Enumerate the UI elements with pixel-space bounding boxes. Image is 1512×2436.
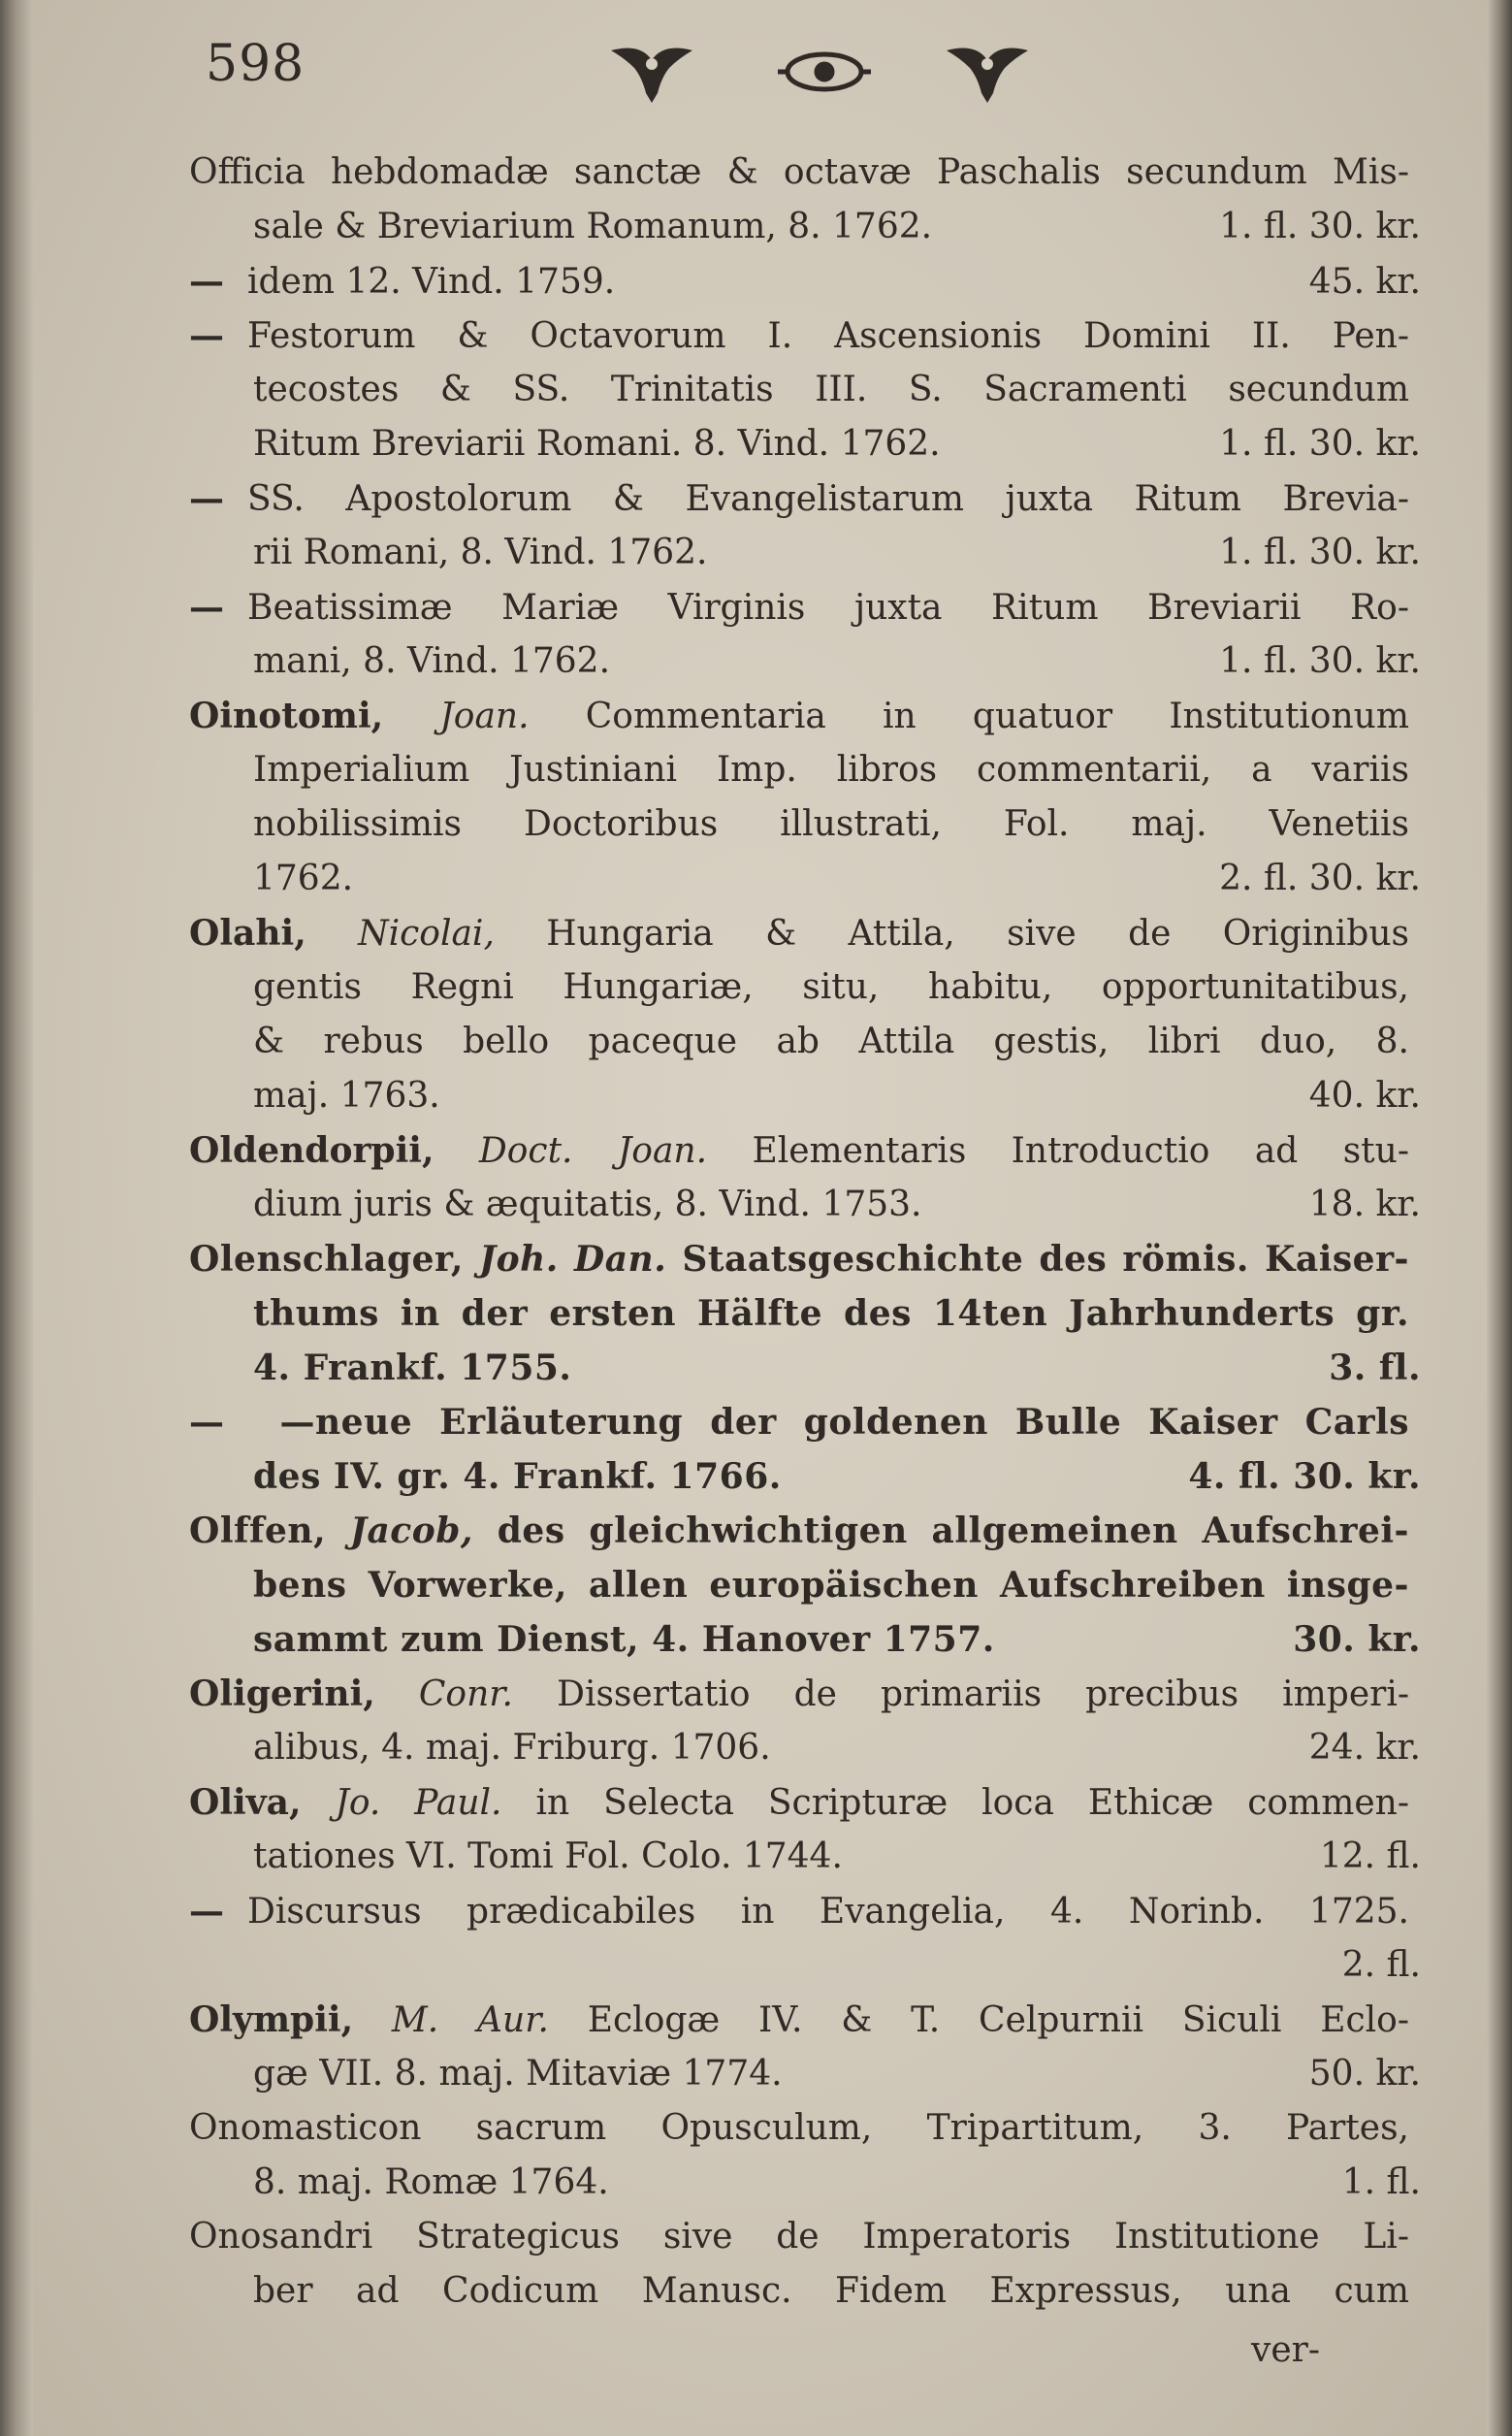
entry-text bbox=[189, 471, 1409, 527]
author-name: Olffen, bbox=[189, 1510, 327, 1551]
catalogue-entry bbox=[189, 1775, 1421, 1884]
entry-line bbox=[189, 2210, 1421, 2264]
author-given-name: Doct. Joan. bbox=[478, 1131, 708, 1171]
header-ornaments bbox=[601, 39, 1047, 107]
entry-price: 24. kr. bbox=[1308, 1728, 1421, 1768]
entry-title-text: Onosandri Strategicus sive de Imperatoris Institutione Li- bbox=[189, 2217, 1409, 2257]
entry-title-text: idem 12. Vind. 1759. bbox=[247, 262, 616, 302]
entry-line bbox=[189, 1993, 1421, 2047]
entry-line bbox=[189, 689, 1421, 743]
entry-line bbox=[189, 852, 1421, 906]
entry-price: 30. kr. bbox=[1293, 1619, 1421, 1660]
entry-title-text: sammt zum Dienst, 4. Hanover 1757. bbox=[253, 1619, 995, 1660]
fleuron-icon bbox=[611, 49, 692, 103]
catalogue-entry bbox=[189, 580, 1421, 689]
entry-line bbox=[189, 1667, 1421, 1721]
entry-line bbox=[189, 309, 1421, 363]
catalogue-entry bbox=[189, 1993, 1421, 2101]
entry-line bbox=[189, 2101, 1421, 2156]
entry-text bbox=[189, 1123, 1409, 1179]
entry-line bbox=[189, 1504, 1421, 1558]
entry-text bbox=[189, 1884, 1409, 1939]
entry-title-text: rii Romani, 8. Vind. 1762. bbox=[253, 533, 708, 572]
catalogue-entry bbox=[189, 146, 1421, 254]
entry-title-text: neue Erläuterung der goldenen Bulle Kaiser Carls bbox=[315, 1402, 1409, 1443]
entry-title-text: Dissertatio de primariis precibus imperi- bbox=[557, 1674, 1409, 1714]
entry-title-text: in Selecta Scripturæ loca Ethicæ commen- bbox=[535, 1783, 1409, 1823]
entry-price: 1. fl. 30. kr. bbox=[1219, 207, 1421, 246]
entry-line bbox=[189, 1232, 1421, 1286]
entry-text bbox=[189, 1775, 1409, 1831]
entry-line bbox=[189, 1015, 1421, 1069]
entry-price: 1. fl. 30. kr. bbox=[1219, 641, 1421, 681]
entry-title-text: ber ad Codicum Manusc. Fidem Expressus, una cum bbox=[253, 2271, 1409, 2311]
catalogue-entry bbox=[189, 309, 1421, 471]
entry-text bbox=[253, 526, 1207, 580]
author-given-name: Nicolai, bbox=[358, 914, 495, 954]
entry-text bbox=[253, 797, 1409, 852]
entry-title-text: gentis Regni Hungariæ, situ, habitu, opportunitatibus, bbox=[253, 967, 1409, 1007]
entry-title-text: Imperialium Justiniani Imp. libros commentarii, a variis bbox=[253, 750, 1409, 790]
entry-text bbox=[189, 146, 1409, 200]
entry-title-text: mani, 8. Vind. 1762. bbox=[253, 641, 611, 681]
entry-title-text: Festorum & Octavorum I. Ascensionis Domini II. Pen- bbox=[247, 316, 1409, 356]
entry-price: 18. kr. bbox=[1308, 1185, 1421, 1224]
entry-title-text: Staatsgeschichte des römis. Kaiser- bbox=[682, 1239, 1409, 1280]
entry-title-text: Commentaria in quatuor Institutionum bbox=[585, 697, 1409, 736]
entry-line bbox=[189, 1069, 1421, 1123]
author-given-name: Joh. Dan. bbox=[479, 1239, 667, 1280]
entry-title-text: tecostes & SS. Trinitatis III. S. Sacramenti secundum bbox=[253, 370, 1409, 409]
catalogue-entry bbox=[189, 1884, 1421, 1993]
entry-line bbox=[189, 1830, 1421, 1884]
catalogue-entry bbox=[189, 2210, 1421, 2319]
entry-title-text: Discursus prædicabiles in Evangelia, 4. Norinb. 1725. bbox=[247, 1892, 1409, 1932]
author-name: Olahi, bbox=[189, 913, 306, 954]
entry-title-text: SS. Apostolorum & Evangelistarum juxta Ritum Brevia- bbox=[247, 479, 1409, 519]
catalogue-entry bbox=[189, 254, 1421, 309]
entry-line bbox=[189, 1123, 1421, 1178]
author-name: Oliva, bbox=[189, 1782, 302, 1823]
author-given-name: Jacob, bbox=[349, 1510, 473, 1551]
entry-line bbox=[189, 526, 1421, 580]
entry-line bbox=[189, 1612, 1421, 1667]
catalogue-entry bbox=[189, 2101, 1421, 2210]
entry-title-text: Beatissimæ Mariæ Virginis juxta Ritum Breviarii Ro- bbox=[247, 588, 1409, 628]
entry-text bbox=[253, 1286, 1409, 1341]
entry-title-text: 4. Frankf. 1755. bbox=[253, 1348, 572, 1388]
entry-text bbox=[253, 1178, 1298, 1232]
entry-line bbox=[189, 1721, 1421, 1775]
entry-price: 3. fl. bbox=[1329, 1348, 1421, 1388]
author-name: Olenschlager, bbox=[189, 1239, 464, 1280]
entry-title-text: Ritum Breviarii Romani. 8. Vind. 1762. bbox=[253, 424, 941, 464]
entry-title-text: tationes VI. Tomi Fol. Colo. 1744. bbox=[253, 1836, 843, 1876]
entry-title-text: bens Vorwerke, allen europäischen Aufschreiben insge- bbox=[253, 1565, 1409, 1606]
entry-price: 1. fl. bbox=[1341, 2162, 1421, 2202]
entry-line bbox=[189, 1884, 1421, 1938]
entry-line bbox=[189, 363, 1421, 417]
entry-text bbox=[253, 2264, 1409, 2319]
page-number: 598 bbox=[206, 35, 306, 93]
entry-line bbox=[189, 1286, 1421, 1341]
entry-text bbox=[189, 1504, 1409, 1558]
entry-text bbox=[253, 1721, 1298, 1775]
entry-line bbox=[189, 1341, 1421, 1395]
entry-title-text: Elementaris Introductio ad stu- bbox=[752, 1131, 1409, 1171]
entry-price: 2. fl. bbox=[1341, 1945, 1421, 1985]
entry-line bbox=[189, 254, 1421, 309]
entry-title-text: & rebus bello paceque ab Attila gestis, libri duo, 8. bbox=[253, 1022, 1409, 1061]
ditto-dash: — bbox=[189, 315, 224, 356]
author-name: Oinotomi, bbox=[189, 696, 384, 736]
entry-line bbox=[189, 1178, 1421, 1232]
page-gutter-shadow bbox=[0, 0, 33, 2436]
author-given-name: M. Aur. bbox=[391, 2000, 549, 2040]
entry-text bbox=[253, 1015, 1409, 1069]
entry-text bbox=[253, 363, 1409, 417]
page-edge-shadow bbox=[1487, 0, 1512, 2436]
entry-text bbox=[189, 580, 1409, 635]
entry-price: 1. fl. 30. kr. bbox=[1219, 533, 1421, 572]
entry-text bbox=[253, 1069, 1298, 1123]
entry-title-text: alibus, 4. maj. Friburg. 1706. bbox=[253, 1728, 771, 1768]
entry-title-text: maj. 1763. bbox=[253, 1076, 440, 1116]
ditto-dash: — — bbox=[189, 1402, 315, 1443]
entry-title-text: Eclogæ IV. & T. Celpurnii Siculi Eclo- bbox=[587, 2000, 1409, 2040]
entry-line bbox=[189, 1449, 1421, 1504]
entry-price: 45. kr. bbox=[1308, 262, 1421, 302]
entry-text bbox=[253, 2156, 1331, 2210]
entry-line bbox=[189, 906, 1421, 960]
entry-line bbox=[189, 743, 1421, 797]
author-given-name: Joan. bbox=[439, 697, 530, 736]
entry-title-text: gæ VII. 8. maj. Mitaviæ 1774. bbox=[253, 2054, 783, 2094]
entry-line bbox=[189, 797, 1421, 852]
entry-title-text: nobilissimis Doctoribus illustrati, Fol. maj. Venetiis bbox=[253, 804, 1409, 844]
entry-title-text: Hungaria & Attila, sive de Originibus bbox=[546, 914, 1409, 954]
entry-text bbox=[189, 2210, 1409, 2264]
ditto-dash: — bbox=[189, 478, 224, 519]
entry-text bbox=[189, 1232, 1409, 1286]
author-name: Olympii, bbox=[189, 1999, 354, 2040]
entry-text bbox=[189, 1395, 1409, 1449]
fleuron-icon bbox=[947, 49, 1028, 103]
entry-text bbox=[189, 1667, 1409, 1722]
catalogue-entry bbox=[189, 1667, 1421, 1775]
entry-line bbox=[189, 471, 1421, 526]
entry-text bbox=[253, 634, 1207, 689]
entry-text bbox=[253, 200, 1207, 254]
entry-line bbox=[189, 1775, 1421, 1830]
ditto-dash: — bbox=[189, 261, 224, 302]
entry-price: 4. fl. 30. kr. bbox=[1188, 1456, 1421, 1497]
entry-title-text: dium juris & æquitatis, 8. Vind. 1753. bbox=[253, 1185, 922, 1224]
catalogue-entry bbox=[189, 1504, 1421, 1667]
entry-text bbox=[253, 1558, 1409, 1612]
entry-price: 2. fl. 30. kr. bbox=[1219, 859, 1421, 898]
catalogue-entries bbox=[189, 146, 1421, 2319]
catalogue-entry bbox=[189, 1395, 1421, 1504]
entry-line bbox=[189, 1938, 1421, 1993]
entry-text bbox=[253, 1449, 1176, 1504]
entry-text bbox=[253, 1341, 1317, 1395]
entry-title-text: sale & Breviarium Romanum, 8. 1762. bbox=[253, 207, 933, 246]
rosette-icon bbox=[778, 54, 871, 89]
author-given-name: Jo. Paul. bbox=[335, 1783, 502, 1823]
ditto-dash: — bbox=[189, 1891, 224, 1932]
entry-title-text: 8. maj. Romæ 1764. bbox=[253, 2162, 609, 2202]
ditto-dash: — bbox=[189, 587, 224, 628]
entry-price: 12. fl. bbox=[1319, 1836, 1421, 1876]
entry-line bbox=[189, 200, 1421, 254]
entry-line bbox=[189, 634, 1421, 689]
entry-line bbox=[189, 2047, 1421, 2101]
entry-text bbox=[253, 852, 1207, 906]
catchword: ver- bbox=[1251, 2330, 1321, 2370]
entry-text bbox=[253, 2047, 1298, 2101]
entry-text bbox=[189, 1993, 1409, 2048]
entry-text bbox=[189, 2101, 1409, 2156]
entry-line bbox=[189, 580, 1421, 634]
entry-line bbox=[189, 2264, 1421, 2319]
entry-text bbox=[253, 1830, 1308, 1884]
entry-line bbox=[189, 417, 1421, 471]
entry-title-text: des IV. gr. 4. Frankf. 1766. bbox=[253, 1456, 782, 1497]
entry-text bbox=[189, 906, 1409, 961]
entry-price: 50. kr. bbox=[1308, 2054, 1421, 2094]
author-given-name: Conr. bbox=[418, 1674, 513, 1714]
entry-text bbox=[189, 689, 1409, 744]
author-name: Oldendorpii, bbox=[189, 1130, 434, 1171]
catalogue-entry bbox=[189, 1123, 1421, 1232]
entry-title-text: 1762. bbox=[253, 859, 354, 898]
entry-text bbox=[253, 1612, 1281, 1667]
entry-price: 1. fl. 30. kr. bbox=[1219, 424, 1421, 464]
entry-title-text: Onomasticon sacrum Opusculum, Tripartitum, 3. Partes, bbox=[189, 2108, 1409, 2148]
entry-text bbox=[253, 417, 1207, 471]
catalogue-entry bbox=[189, 906, 1421, 1123]
entry-title-text: des gleichwichtigen allgemeinen Aufschrei- bbox=[497, 1510, 1409, 1551]
entry-text bbox=[253, 743, 1409, 797]
author-name: Oligerini, bbox=[189, 1673, 375, 1714]
entry-line bbox=[189, 2156, 1421, 2210]
catalogue-entry bbox=[189, 1232, 1421, 1395]
entry-line bbox=[189, 1558, 1421, 1612]
entry-price: 40. kr. bbox=[1308, 1076, 1421, 1116]
entry-line bbox=[189, 146, 1421, 200]
entry-text bbox=[189, 309, 1409, 364]
entry-text bbox=[253, 960, 1409, 1015]
catalogue-entry bbox=[189, 471, 1421, 580]
entry-title-text: Officia hebdomadæ sanctæ & octavæ Paschalis secundum Mis- bbox=[189, 152, 1409, 192]
entry-line bbox=[189, 1395, 1421, 1449]
entry-title-text: thums in der ersten Hälfte des 14ten Jahrhunderts gr. bbox=[253, 1293, 1409, 1334]
catalogue-entry bbox=[189, 689, 1421, 906]
entry-text bbox=[189, 254, 1298, 309]
entry-line bbox=[189, 960, 1421, 1015]
